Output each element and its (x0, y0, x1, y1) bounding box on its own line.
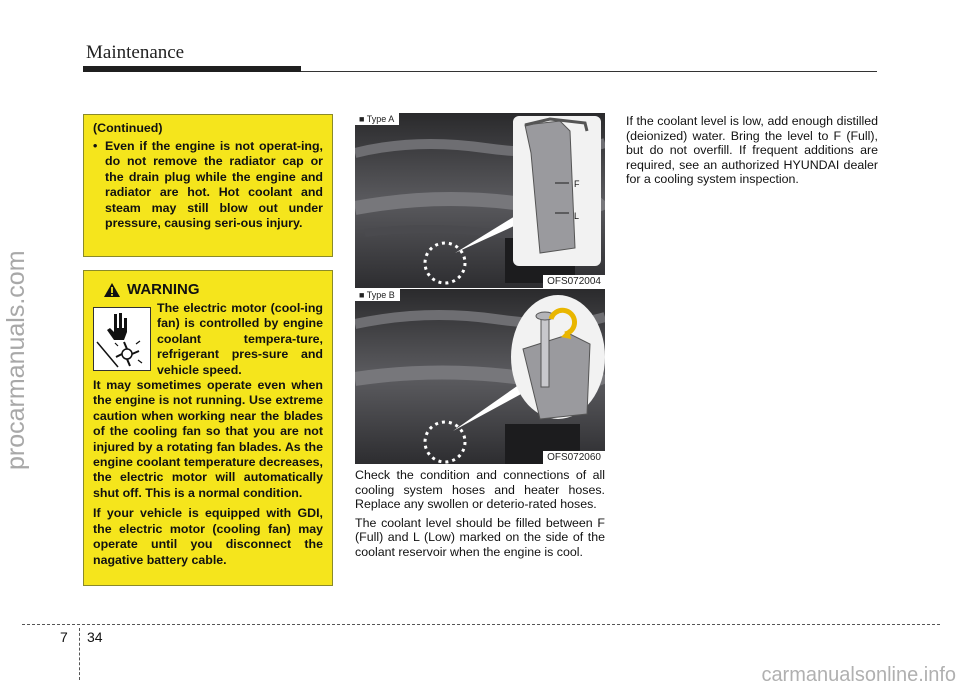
page-number: 34 (87, 629, 103, 645)
warning-text-gdi: If your vehicle is equipped with GDI, the electric motor (cooling fan) may operate until you disconnect the nagative battery cable. (93, 506, 323, 567)
low-mark: L (574, 211, 580, 221)
continued-caution-box (83, 114, 333, 257)
warning-top-row (93, 301, 323, 378)
warning-text-body: It may sometimes operate even when the engine is not running. Use extreme caution when working near the blades of the cooling fan so that you are not injured by a rotating fan blades. As the engine coolant temperature decreases, the electric motor will automatically shut off. This is a normal condition. (93, 378, 324, 500)
warning-text-intro: The electric motor (cool-ing fan) is controlled by engine coolant tempera-ture, refrigerant pres-sure and vehicle speed. (157, 301, 323, 377)
footer-rule (22, 624, 940, 625)
warning-box (83, 270, 333, 586)
caution-bullet-text: Even if the engine is not operat-ing, do not remove the radiator cap or the drain plug while the engine and radiator are hot. Hot coolant and steam may still blow out under pressure, causing seri-ous injury. (105, 138, 323, 230)
coolant-level-paragraph: The coolant level should be filled between F (Full) and L (Low) marked on the side of the coolant reservoir when the engine is cool. (355, 515, 605, 559)
hose-check-paragraph: Check the condition and connections of all cooling system hoses and heater hoses. Replace any swollen or deterio-rated hoses. (355, 468, 605, 511)
hand-fan-hazard-icon (93, 307, 151, 371)
engine-reservoir-illustration-a (355, 113, 605, 288)
footer-divider (79, 628, 80, 680)
bottom-watermark: carmanualsonline.info (761, 664, 956, 686)
type-b-label: ■ Type B (355, 289, 400, 301)
side-watermark: procarmanuals.com (2, 250, 30, 470)
middle-body-text (355, 468, 605, 563)
page-header-title: Maintenance (86, 42, 185, 63)
full-mark: F (574, 179, 580, 189)
figure-type-a (355, 113, 605, 288)
warning-header (103, 279, 323, 301)
engine-reservoir-illustration-b (355, 289, 605, 464)
bullet-mark: • (93, 138, 98, 153)
type-a-label: ■ Type A (355, 113, 399, 125)
figure-type-b (355, 289, 605, 464)
continued-title: (Continued) (93, 121, 163, 135)
warning-title: WARNING (127, 281, 200, 299)
warning-triangle-icon (103, 282, 121, 298)
section-number: 7 (60, 629, 68, 645)
coolant-low-paragraph: If the coolant level is low, add enough distilled (deionized) water. Bring the level to F (Full), but do not overfill. If frequent additions are required, see an authorized HYUNDAI dealer for a cooling system inspection. (626, 114, 878, 186)
header-rule-thick (83, 66, 301, 72)
header-rule-thin (301, 71, 877, 72)
caution-bullet (93, 139, 323, 232)
figure-code-b: OFS072060 (543, 451, 605, 464)
figure-code-a: OFS072004 (543, 275, 605, 288)
